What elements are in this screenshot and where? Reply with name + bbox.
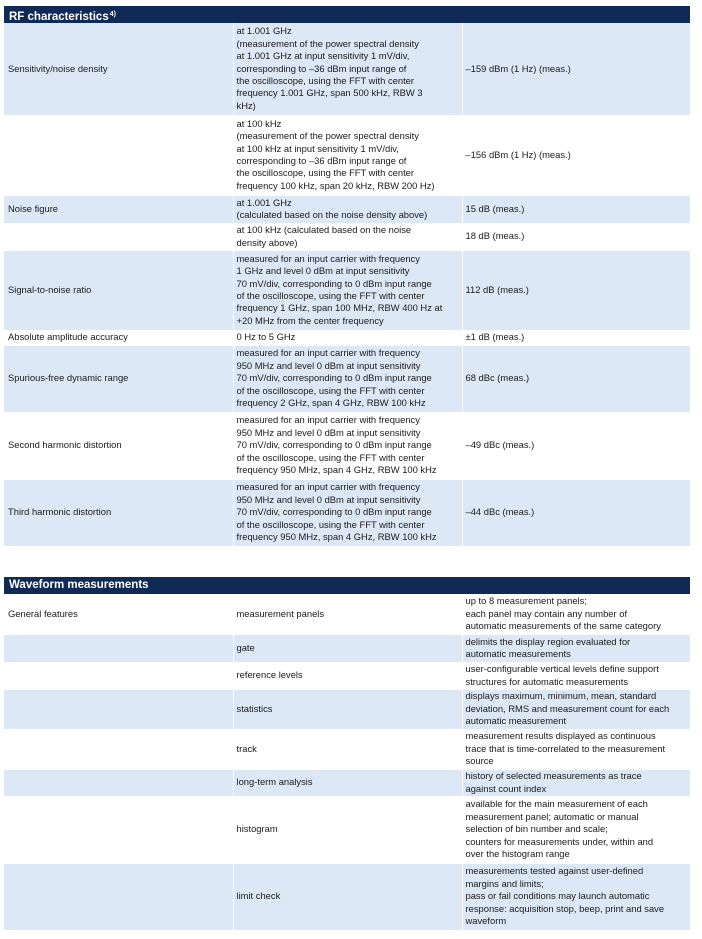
- condition-cell: at 1.001 GHz (measurement of the power spectral density at 1.001 GHz at input sensitivity 1 mV/div, corresponding to –36 dBm input range of the oscilloscope, using the FFT with center frequency 1.001 GHz, span 500 kHz, RBW 3 kHz): [233, 23, 462, 115]
- feature-cell: statistics: [233, 689, 462, 729]
- feature-cell: histogram: [233, 796, 462, 863]
- table-row: [4, 594, 690, 634]
- condition-cell: at 100 kHz (calculated based on the noise density above): [233, 223, 462, 250]
- condition-cell: measured for an input carrier with frequency 950 MHz and level 0 dBm at input sensitivity 70 mV/div, corresponding to 0 dBm input range of the oscilloscope, using the FFT with center frequency 950 MHz, span 4 GHz, RBW 100 kHz: [233, 479, 462, 546]
- description-cell: measurement results displayed as continuous trace that is time-correlated to the measurement source: [462, 729, 690, 769]
- parameter-cell: [4, 863, 233, 930]
- description-cell: history of selected measurements as trace against count index: [462, 769, 690, 796]
- table-row: [4, 23, 690, 115]
- table-row: [4, 223, 690, 250]
- parameter-cell: [4, 769, 233, 796]
- table-row: [4, 250, 690, 330]
- parameter-cell: [4, 689, 233, 729]
- parameter-cell: [4, 223, 233, 250]
- parameter-cell: Noise figure: [4, 195, 233, 223]
- wf-section-header: [4, 577, 690, 594]
- feature-cell: reference levels: [233, 662, 462, 689]
- description-cell: displays maximum, minimum, mean, standard deviation, RMS and measurement count for each automatic measurement: [462, 689, 690, 729]
- parameter-cell: Spurious-free dynamic range: [4, 345, 233, 412]
- rf-section-title: RF characteristics: [9, 11, 109, 23]
- table-row: [4, 662, 690, 689]
- condition-cell: at 100 kHz (measurement of the power spectral density at 100 kHz at input sensitivity 1 mV/div, corresponding to –36 dBm input range of the oscilloscope, using the FFT with center frequency 100 kHz, span 20 kHz, RBW 200 Hz): [233, 115, 462, 195]
- table-row: [4, 412, 690, 479]
- value-cell: 15 dB (meas.): [462, 195, 690, 223]
- parameter-cell: General features: [4, 594, 233, 634]
- condition-cell: measured for an input carrier with frequency 950 MHz and level 0 dBm at input sensitivity 70 mV/div, corresponding to 0 dBm input range of the oscilloscope, using the FFT with center frequency 950 MHz, span 4 GHz, RBW 100 kHz: [233, 412, 462, 479]
- table-row: [4, 729, 690, 769]
- description-cell: user-configurable vertical levels define support structures for automatic measurements: [462, 662, 690, 689]
- table-row: [4, 863, 690, 930]
- waveform-measurements-section: [4, 577, 690, 931]
- parameter-cell: [4, 729, 233, 769]
- feature-cell: long-term analysis: [233, 769, 462, 796]
- description-cell: available for the main measurement of each measurement panel; automatic or manual selection of bin number and scale; counters for measurements under, within and over the histogram range: [462, 796, 690, 863]
- condition-cell: measured for an input carrier with frequency 950 MHz and level 0 dBm at input sensitivity 70 mV/div, corresponding to 0 dBm input range of the oscilloscope, using the FFT with center frequency 2 GHz, span 4 GHz, RBW 100 kHz: [233, 345, 462, 412]
- feature-cell: limit check: [233, 863, 462, 930]
- wf-section-title: Waveform measurements: [9, 579, 149, 591]
- parameter-cell: [4, 115, 233, 195]
- rf-characteristics-section: [4, 6, 690, 547]
- condition-cell: at 1.001 GHz (calculated based on the noise density above): [233, 195, 462, 223]
- parameter-cell: Absolute amplitude accuracy: [4, 330, 233, 345]
- parameter-cell: [4, 796, 233, 863]
- table-row: [4, 796, 690, 863]
- table-row: [4, 345, 690, 412]
- table-row: [4, 479, 690, 546]
- value-cell: 112 dB (meas.): [462, 250, 690, 330]
- value-cell: 68 dBc (meas.): [462, 345, 690, 412]
- rf-spec-table: [4, 23, 690, 547]
- description-cell: delimits the display region evaluated for automatic measurements: [462, 634, 690, 662]
- value-cell: –49 dBc (meas.): [462, 412, 690, 479]
- rf-footnote-marker: 4): [109, 11, 116, 18]
- description-cell: up to 8 measurement panels; each panel may contain any number of automatic measurements of the same category: [462, 594, 690, 634]
- table-row: [4, 330, 690, 345]
- table-row: [4, 689, 690, 729]
- value-cell: ±1 dB (meas.): [462, 330, 690, 345]
- table-row: [4, 769, 690, 796]
- condition-cell: measured for an input carrier with frequency 1 GHz and level 0 dBm at input sensitivity 70 mV/div, corresponding to 0 dBm input range of the oscilloscope, using the FFT with center frequency 1 GHz, span 100 MHz, RBW 400 Hz at +20 MHz from the center frequency: [233, 250, 462, 330]
- rf-section-header: [4, 6, 690, 23]
- table-row: [4, 634, 690, 662]
- value-cell: 18 dB (meas.): [462, 223, 690, 250]
- feature-cell: measurement panels: [233, 594, 462, 634]
- parameter-cell: Second harmonic distortion: [4, 412, 233, 479]
- value-cell: –159 dBm (1 Hz) (meas.): [462, 23, 690, 115]
- parameter-cell: Third harmonic distortion: [4, 479, 233, 546]
- parameter-cell: Signal-to-noise ratio: [4, 250, 233, 330]
- parameter-cell: Sensitivity/noise density: [4, 23, 233, 115]
- table-row: [4, 115, 690, 195]
- table-row: [4, 195, 690, 223]
- value-cell: –44 dBc (meas.): [462, 479, 690, 546]
- description-cell: measurements tested against user-defined margins and limits; pass or fail conditions may launch automatic response: acquisition stop, beep, print and save waveform: [462, 863, 690, 930]
- feature-cell: gate: [233, 634, 462, 662]
- parameter-cell: [4, 634, 233, 662]
- parameter-cell: [4, 662, 233, 689]
- condition-cell: 0 Hz to 5 GHz: [233, 330, 462, 345]
- wf-spec-table: [4, 594, 690, 931]
- value-cell: –156 dBm (1 Hz) (meas.): [462, 115, 690, 195]
- feature-cell: track: [233, 729, 462, 769]
